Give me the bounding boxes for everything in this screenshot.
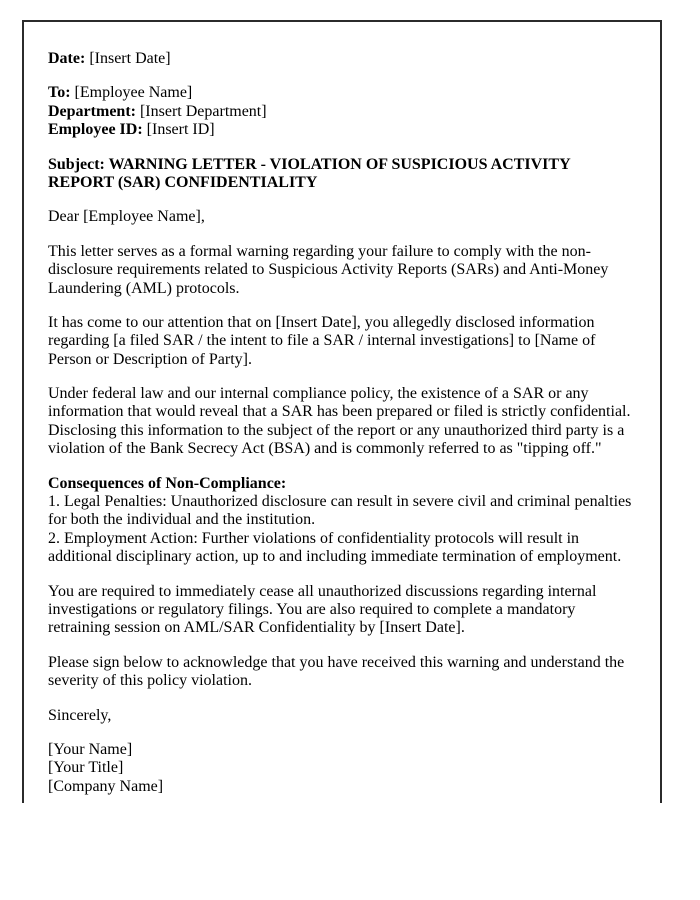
to-label: To: xyxy=(48,84,71,102)
para-acknowledgement: Please sign below to acknowledge that you have received this warning and understand the severity of this policy violation. xyxy=(48,653,625,690)
para-confidentiality: Under federal law and our internal compliance policy, the existence of a SAR or any information that would reveal that a SAR has been prepared or filed is strictly confidential. Disclosing this information to the subject of the report or any unauthorized third party is a violation of the Bank Secrecy Act (BSA) and is commonly referred to as "tipping off." xyxy=(48,385,631,458)
consequence-item-legal: 1. Legal Penalties: Unauthorized disclosure can result in severe civil and criminal penalties for both the individual and the institution. xyxy=(48,493,632,529)
consequences-heading: Consequences of Non-Compliance: xyxy=(48,474,287,492)
closing: Sincerely, xyxy=(48,706,112,724)
para-intro: This letter serves as a formal warning regarding your failure to comply with the non-disclosure requirements related to Suspicious Activity Reports (SARs) and Anti-Money Laundering (AML) protocols. xyxy=(48,242,609,297)
signature-title: [Your Title] xyxy=(48,759,124,777)
employee-id-label: Employee ID: xyxy=(48,121,143,139)
salutation: Dear [Employee Name], xyxy=(48,208,205,226)
para-incident: It has come to our attention that on [Insert Date], you allegedly disclosed information regarding [a filed SAR / the intent to file a SAR / internal investigations] to [Name of Person or Description of Party]. xyxy=(48,313,596,368)
letter-page xyxy=(22,20,662,803)
recipient-employee-id-line xyxy=(48,121,638,139)
signature-company: [Company Name] xyxy=(48,777,164,795)
consequence-item-employment: 2. Employment Action: Further violations of confidentiality protocols will result in additional disciplinary action, up to and including immediate termination of employment. xyxy=(48,529,622,566)
recipient-department-line xyxy=(48,103,638,121)
recipient-block xyxy=(48,84,638,139)
para-requirements: You are required to immediately cease all unauthorized discussions regarding internal investigations or regulatory filings. You are also required to complete a mandatory retraining session on AML/SAR Confidentiality by [Insert Date]. xyxy=(48,582,597,637)
employee-id-value: [Insert ID] xyxy=(146,121,215,139)
to-value: [Employee Name] xyxy=(74,84,193,102)
department-label: Department: xyxy=(48,102,136,120)
signature-block xyxy=(48,741,638,796)
recipient-to-line xyxy=(48,84,638,102)
date-line xyxy=(48,50,638,68)
date-value: [Insert Date] xyxy=(89,50,171,67)
signature-name: [Your Name] xyxy=(48,740,133,758)
date-label: Date: xyxy=(48,50,86,67)
consequences-block xyxy=(48,475,638,567)
department-value: [Insert Department] xyxy=(139,102,267,120)
subject-line: Subject: WARNING LETTER - VIOLATION OF SUSPICIOUS ACTIVITY REPORT (SAR) CONFIDENTIALITY xyxy=(48,155,571,191)
